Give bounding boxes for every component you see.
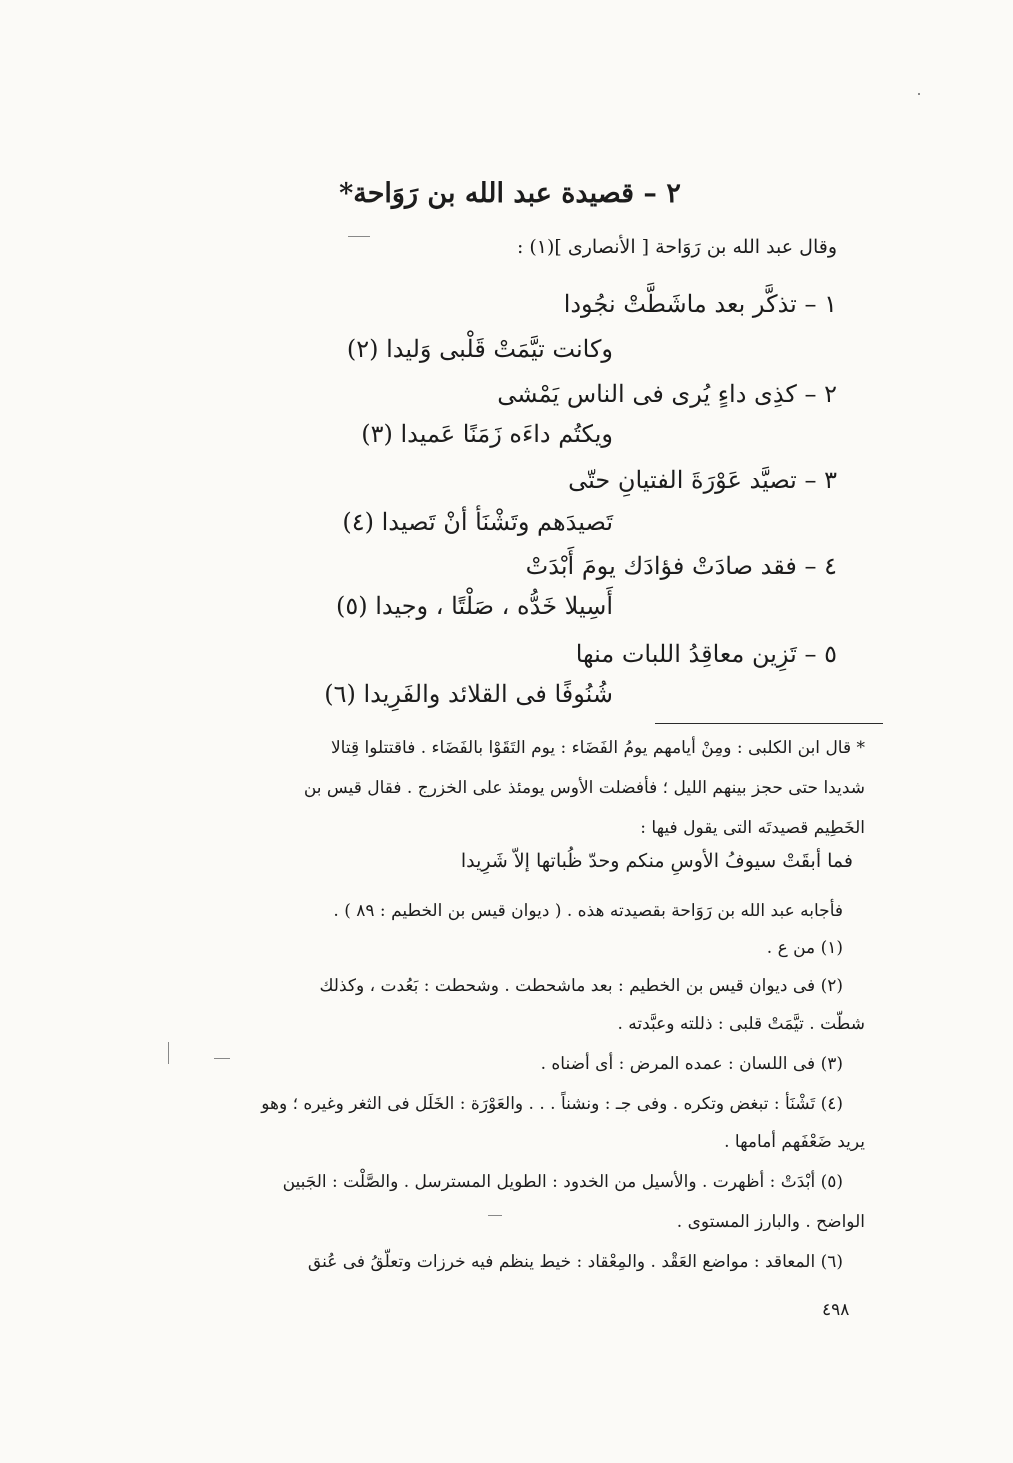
footnote-6-line-1: (٦) المعاقد : مواضع العَقْد . والمِعْقاد : خيط ينظم فيه خرزات وتعلّقُ فى عُنق xyxy=(307,1252,843,1272)
verse-2-first-hemistich: ٢ – كذِى داءٍ يُرى فى الناس يَمْشى xyxy=(497,380,837,408)
footnote-2-line-1: (٢) فى ديوان قيس بن الخطيم : بعد ماشحطت . وشحطت : بَعُدت ، وكذلك xyxy=(319,976,843,996)
footnote-2-line-2: شطّت . تيَّمَتْ قلبى : ذللته وعبَّدته . xyxy=(617,1014,865,1034)
footnote-1: (١) من ع . xyxy=(766,938,843,958)
footnote-5-line-2: الواضح . والبارز المستوى . xyxy=(676,1212,865,1232)
footnote-separator xyxy=(655,723,883,724)
scan-speck xyxy=(488,1215,502,1216)
poem-intro: وقال عبد الله بن رَوَاحة [ الأنصارى ](١) : xyxy=(516,236,837,258)
verse-5-first-hemistich: ٥ – تَزِين معاقِدُ اللبات منها xyxy=(575,640,837,668)
verse-2-second-hemistich: ويكتُم داءَه زَمَنًا عَميدا (٣) xyxy=(361,420,613,448)
footnote-quoted-verse: فما أبقَتْ سيوفُ الأوسِ منكم وحدّ ظُباتها إلاّ شَرِيدا xyxy=(460,850,853,872)
footnote-star-line-3: الخَطِيم قصيدتَه التى يقول فيها : xyxy=(640,818,865,838)
verse-1-first-hemistich: ١ – تذكَّر بعد ماشَطَّتْ نجُودا xyxy=(563,290,837,318)
scan-speck xyxy=(918,93,920,95)
scan-speck xyxy=(214,1058,230,1059)
verse-4-first-hemistich: ٤ – فقد صادَتْ فؤادَك يومَ أَبْدَتْ xyxy=(525,552,837,580)
verse-3-first-hemistich: ٣ – تصيَّد عَوْرَةَ الفتيانِ حتّى xyxy=(568,466,837,494)
verse-4-second-hemistich: أَسِيلا خَدُّه ، صَلْتًا ، وجيدا (٥) xyxy=(335,592,613,620)
footnote-4-line-1: (٤) تَشْنَأ : تبغض وتكره . وفى جـ : ونشناً . . . والعَوْرَة : الخَلَل فى الثغر وغيره ؛ وهو xyxy=(261,1094,843,1114)
footnote-5-line-1: (٥) أبْدَتْ : أظهرت . والأسيل من الخدود : الطويل المسترسل . والصَّلْت : الجَبين xyxy=(282,1172,843,1192)
scan-speck xyxy=(348,236,370,237)
verse-1-second-hemistich: وكانت تيَّمَتْ قَلْبى وَليدا (٢) xyxy=(346,335,613,363)
footnote-star-line-1: * قال ابن الكلبى : ومِنْ أيامهم يومُ الفَضَاء : يوم التَقَوْا بالفَضَاء . فاقتتلوا قِتالا xyxy=(330,738,865,758)
verse-5-second-hemistich: شُنُوفًا فى القلائد والفَرِيدا (٦) xyxy=(324,680,613,708)
verse-3-second-hemistich: تَصيدَهم وتَشْنَأ أنْ تَصيدا (٤) xyxy=(342,508,613,536)
footnote-3: (٣) فى اللسان : عمده المرض : أى أضناه . xyxy=(540,1054,843,1074)
page-number: ٤٩٨ xyxy=(822,1300,850,1320)
poem-title: ٢ – قصيدة عبد الله بن رَوَاحة* xyxy=(339,178,681,209)
footnote-4-line-2: يريد ضَعْفَهم أمامها . xyxy=(724,1132,865,1152)
footnote-star-reply: فأجابه عبد الله بن رَوَاحة بقصيدته هذه . ( ديوان قيس بن الخطيم : ٨٩ ) . xyxy=(333,901,843,921)
scan-speck xyxy=(168,1042,169,1064)
footnote-star-line-2: شديدا حتى حجز بينهم الليل ؛ فأفضلت الأوس يومئذ على الخزرج . فقال قيس بن xyxy=(303,778,865,798)
